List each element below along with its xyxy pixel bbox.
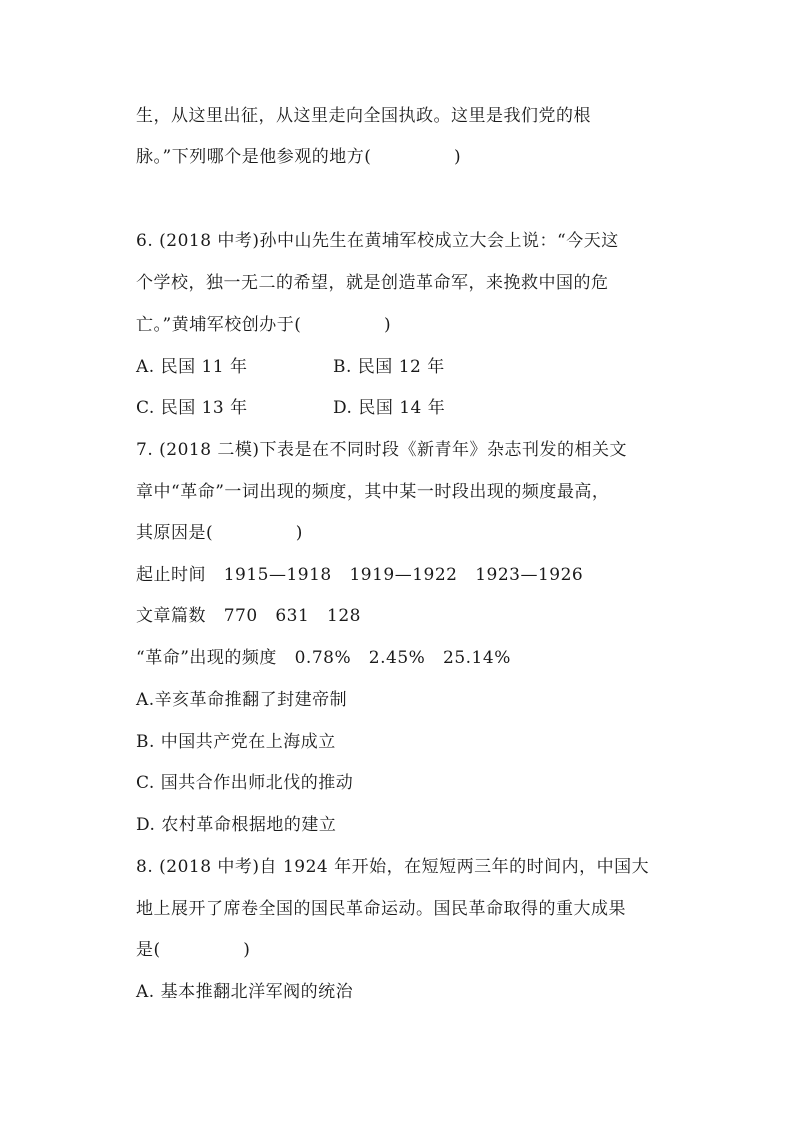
- q6-stem-line: 亡。”黄埔军校创办于( ): [136, 315, 392, 335]
- q5-stem-line: 生，从这里出征，从这里走向全国执政。这里是我们党的根: [136, 106, 591, 126]
- q7-option-b: B. 中国共产党在上海成立: [136, 732, 336, 752]
- q8-option-a: A. 基本推翻北洋军阀的统治: [136, 982, 354, 1002]
- q8-stem-line: 地上展开了席卷全国的国民革命运动。国民革命取得的重大成果: [136, 899, 626, 919]
- q7-option-d: D. 农村革命根据地的建立: [136, 815, 337, 835]
- q8-stem-line: 是( ): [136, 940, 251, 960]
- q7-stem-line: 其原因是( ): [136, 523, 303, 543]
- q6-option-c: C. 民国 13 年: [136, 398, 248, 418]
- q6-option-a: A. 民国 11 年: [136, 357, 248, 377]
- q7-option-c: C. 国共合作出师北伐的推动: [136, 773, 354, 793]
- q6-stem-line: 个学校，独一无二的希望，就是创造革命军，来挽救中国的危: [136, 273, 609, 293]
- q7-stem-line: 7. (2018 二模)下表是在不同时段《新青年》杂志刊发的相关文: [136, 440, 628, 460]
- q7-table-row: 起止时间 1915—1918 1919—1922 1923—1926: [136, 565, 584, 585]
- q7-table-row: 文章篇数 770 631 128: [136, 606, 361, 626]
- q7-stem-line: 章中“革命”一词出现的频度，其中某一时段出现的频度最高，: [136, 482, 610, 502]
- q8-stem-line: 8. (2018 中考)自 1924 年开始，在短短两三年的时间内，中国大: [136, 857, 650, 877]
- q6-option-d: D. 民国 14 年: [333, 398, 446, 418]
- q5-stem-line: 脉。”下列哪个是他参观的地方( ): [136, 147, 462, 167]
- q7-table-row: “革命”出现的频度 0.78% 2.45% 25.14%: [136, 648, 511, 668]
- q6-option-b: B. 民国 12 年: [333, 357, 445, 377]
- q6-stem-line: 6. (2018 中考)孙中山先生在黄埔军校成立大会上说：“今天这: [136, 231, 619, 251]
- q7-option-a: A.辛亥革命推翻了封建帝制: [136, 690, 348, 710]
